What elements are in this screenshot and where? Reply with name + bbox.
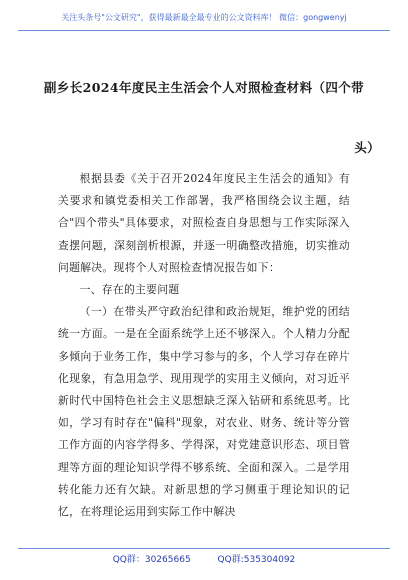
document-title xyxy=(28,58,380,178)
body-paragraph-1: （一）在带头严守政治纪律和政治规矩，维护党的团结统一方面。一是在全面系统学上还不够深入。个人精力分配多倾向于业务工作，集中学习参与的多，个人学习存在碎片化现象，有急用急学、现用现学的实用主义倾向，对习近平新时代中国特色社会主义思想缺乏深入钻研和系统思考。比如，学习有时存在"偏科"现象，对农业、财务、统计等分管工作方面的内容学得多、学得深，对党建意识形态、项目管理等方面的理论知识学得不够系统、全面和深入。二是学用转化能力还有欠缺。对新思想的学习侧重于理论知识的记忆，在将理论运用到实际工作中解决 xyxy=(58,305,350,519)
section-heading-1: 一、存在的主要问题 xyxy=(79,283,180,297)
title-line-2: 头） xyxy=(354,140,380,155)
document-body xyxy=(58,168,350,523)
footer xyxy=(0,552,408,565)
footer-divider xyxy=(18,548,390,549)
title-line-1: 副乡长2024年度民主生活会个人对照检查材料（四个带 xyxy=(43,80,365,95)
footer-qq-group-1: QQ群：30265665 xyxy=(112,555,191,565)
header-divider xyxy=(18,30,390,31)
intro-paragraph: 根据县委《关于召开2024年度民主生活会的通知》有关要求和镇党委相关工作部署，我严格围绕会议主题，结合"四个带头"具体要求，对照检查自身思想与工作实际深入查摆问题，深刻剖析根源，并逐一明确整改措施，切实推动问题解决。现将个人对照检查情况报告如下： xyxy=(58,172,350,274)
footer-qq-group-2: QQ群:535304092 xyxy=(217,555,296,565)
header-banner: 关注头条号"公文研究"，获得最新最全最专业的公文资料库！ 微信：gongwenyj xyxy=(61,13,347,22)
